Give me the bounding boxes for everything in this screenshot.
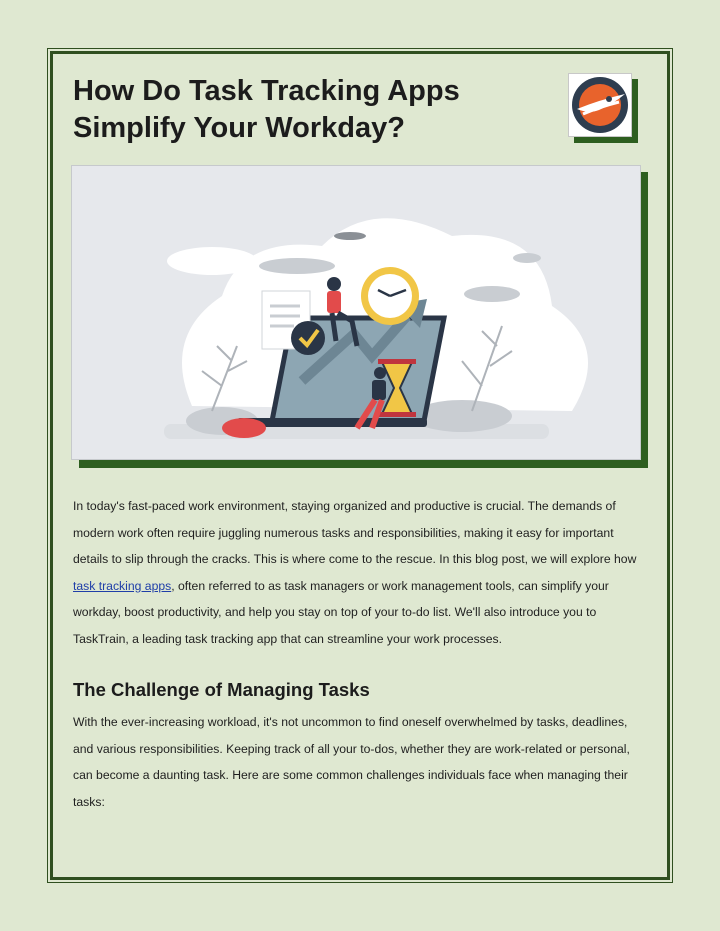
task-tracking-apps-link[interactable]: task tracking apps	[73, 578, 172, 593]
rocket-logo-icon	[569, 74, 631, 136]
page-title: How Do Task Tracking Apps Simplify Your Workday?	[73, 75, 460, 144]
logo[interactable]	[568, 73, 632, 137]
intro-text-after-link: , often referred to as task managers or work management tools, can simplify your workday, boost productivity, and help you stay on top of your to-do list. We'll also introduce you to TaskTrain, a leading task tracking app that can streamline your work processes.	[73, 578, 609, 646]
intro-text-before-link: In today's fast-paced work environment, staying organized and productive is crucial. The demands of modern work often require juggling numerous tasks and responsibilities, making it easy for important details to slip through the cracks. This is where come to the rescue. In this blog post, we will explore how	[73, 499, 637, 566]
section-paragraph: With the ever-increasing workload, it's not uncommon to find oneself overwhelmed by tasks, deadlines, and various responsibilities. Keeping track of all your to-dos, whether they are work-related or personal, can become a daunting task. Here are some common challenges individuals face when managing their tasks:	[73, 715, 630, 809]
hero-illustration	[71, 165, 641, 460]
section-heading: The Challenge of Managing Tasks	[73, 679, 370, 700]
intro-paragraph	[73, 493, 648, 652]
task-tracking-illustration	[72, 166, 640, 459]
